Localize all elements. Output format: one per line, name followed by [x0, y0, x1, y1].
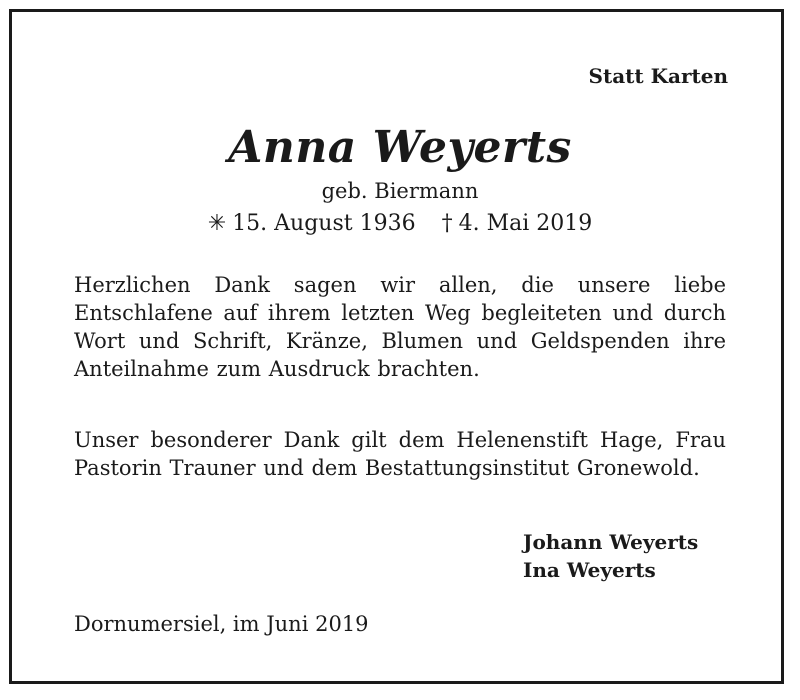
- place-and-date: Dornumersiel, im Juni 2019: [74, 612, 369, 636]
- birth-date: 15. August 1936: [232, 211, 416, 236]
- signers-block: [523, 528, 698, 584]
- deceased-name: Anna Weyerts: [228, 122, 572, 173]
- death-cross-icon: †: [441, 211, 453, 236]
- signer-name: Ina Weyerts: [523, 558, 656, 582]
- life-dates: [0, 209, 800, 239]
- birth-star-icon: ✳: [207, 211, 227, 236]
- maiden-name: geb. Biermann: [321, 179, 479, 203]
- thanks-paragraph: Herzlichen Dank sagen wir allen, die unsere liebe Entschlafene auf ihrem letzten Weg begleiteten und durch Wort und Schrift, Kränze, Blumen und Geldspenden ihre Anteilnahme zum Ausdruck brachten.: [74, 273, 726, 381]
- statt-karten-label: Statt Karten: [588, 64, 728, 88]
- signer-name: Johann Weyerts: [523, 530, 699, 554]
- special-thanks-paragraph: Unser besonderer Dank gilt dem Helenenstift Hage, Frau Pastorin Trauner und dem Bestattungsinstitut Gronewold.: [74, 428, 726, 480]
- death-date: 4. Mai 2019: [458, 211, 593, 236]
